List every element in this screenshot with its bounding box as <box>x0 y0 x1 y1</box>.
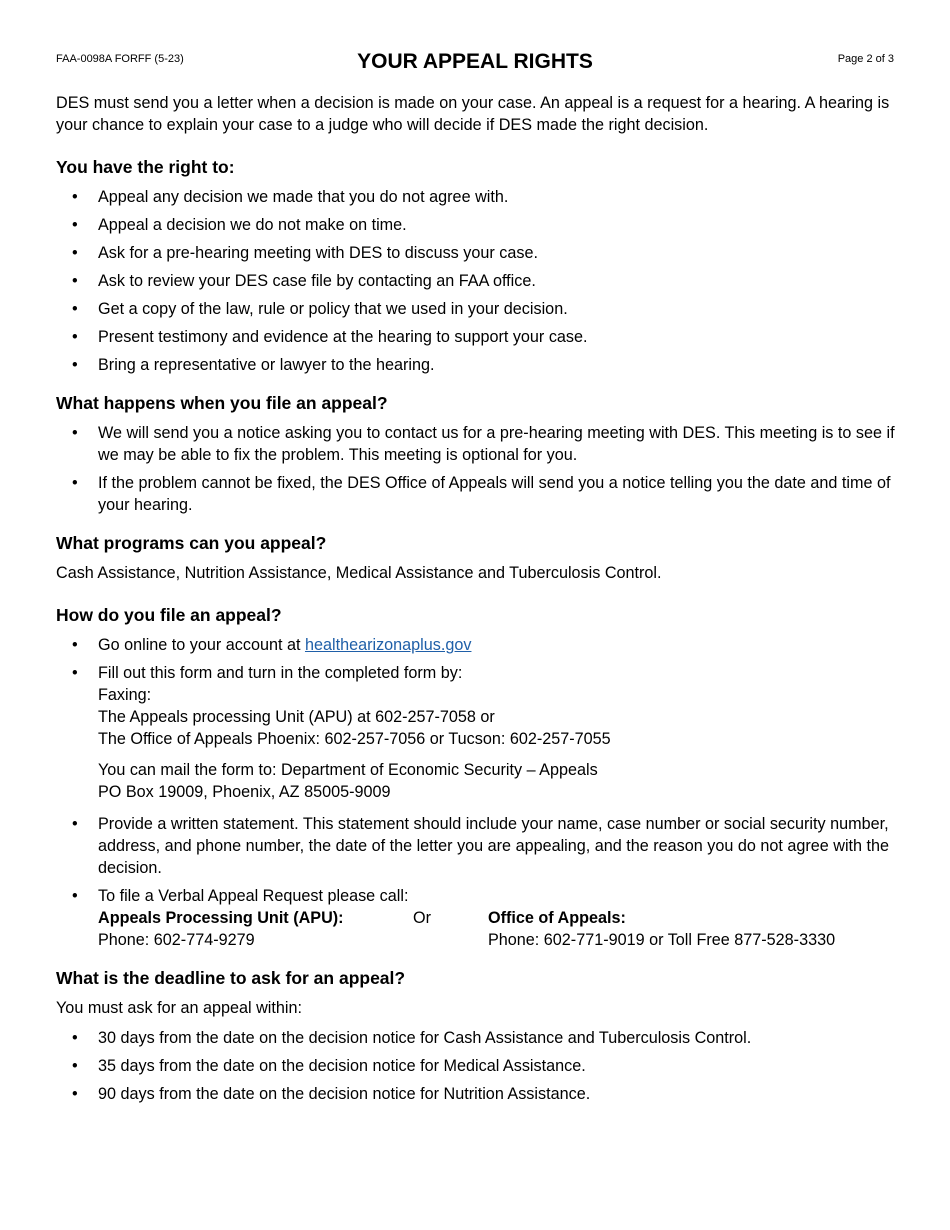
list-item: • 30 days from the date on the decision notice for Cash Assistance and Tuberculosis Control. <box>72 1029 752 1047</box>
office-of-appeals-label: Office of Appeals: <box>488 909 626 927</box>
bullet-icon: • <box>72 300 78 318</box>
list-item: • Present testimony and evidence at the hearing to support your case. <box>72 328 588 346</box>
list-item <box>56 662 898 803</box>
how-to-file-heading: How do you file an appeal? <box>56 605 282 625</box>
intro-paragraph: DES must send you a letter when a decision is made on your case. An appeal is a request for a hearing. A hearing is your chance to explain your case to a judge who will decide if DES made the right decision. <box>56 94 890 134</box>
bullet-icon: • <box>72 216 78 234</box>
bullet-icon: • <box>72 664 78 682</box>
rights-section <box>56 156 898 376</box>
verbal-appeal-intro: To file a Verbal Appeal Request please call: <box>98 887 409 905</box>
rights-list <box>56 186 898 376</box>
or-text: Or <box>413 909 431 927</box>
document-body <box>56 92 898 1121</box>
list-item: • If the problem cannot be fixed, the DES Office of Appeals will send you a notice telling you the date and time of your hearing. <box>72 474 891 514</box>
programs-heading: What programs can you appeal? <box>56 533 327 553</box>
bullet-icon: • <box>72 1085 78 1103</box>
deadline-intro: You must ask for an appeal within: <box>56 999 302 1017</box>
fax-office-line: The Office of Appeals Phoenix: 602-257-7056 or Tucson: 602-257-7055 <box>98 730 611 748</box>
list-item <box>56 813 898 879</box>
page-number: Page 2 of 3 <box>837 53 894 65</box>
page-title: YOUR APPEAL RIGHTS <box>357 50 593 73</box>
form-intro: Fill out this form and turn in the completed form by: <box>98 664 463 682</box>
faxing-label: Faxing: <box>98 686 152 704</box>
list-item: • Go online to your account at healthearizonaplus.gov <box>72 636 472 654</box>
bullet-icon: • <box>72 887 78 905</box>
deadline-section <box>56 967 898 1105</box>
bullet-icon: • <box>72 815 78 833</box>
healthearizonaplus-link[interactable]: healthearizonaplus.gov <box>304 636 472 654</box>
phone-contacts <box>98 907 898 951</box>
bullet-icon: • <box>72 328 78 346</box>
mail-address: You can mail the form to: Department of Economic Security – Appeals PO Box 19009, Phoenix, AZ 85005-9009 <box>98 761 598 801</box>
list-item: • Bring a representative or lawyer to the hearing. <box>72 356 435 374</box>
apu-label: Appeals Processing Unit (APU): <box>98 909 344 927</box>
list-item <box>56 885 898 951</box>
bullet-icon: • <box>72 424 78 442</box>
bullet-icon: • <box>72 356 78 374</box>
what-happens-list <box>56 422 898 516</box>
programs-text: Cash Assistance, Nutrition Assistance, Medical Assistance and Tuberculosis Control. <box>56 564 662 582</box>
what-happens-heading: What happens when you file an appeal? <box>56 393 388 413</box>
how-to-file-section <box>56 604 898 951</box>
list-item: • Appeal any decision we made that you do not agree with. <box>72 188 509 206</box>
bullet-icon: • <box>72 188 78 206</box>
list-item: • Appeal a decision we do not make on time. <box>72 216 407 234</box>
list-item: • 90 days from the date on the decision notice for Nutrition Assistance. <box>72 1085 591 1103</box>
list-item: • 35 days from the date on the decision notice for Medical Assistance. <box>72 1057 586 1075</box>
written-statement: Provide a written statement. This statement should include your name, case number or social security number, address, and phone number, the date of the letter you are appealing, and the reason you do not agree with the decision. <box>98 815 890 877</box>
fax-apu-line: The Appeals processing Unit (APU) at 602-257-7058 or <box>98 708 495 726</box>
deadline-heading: What is the deadline to ask for an appeal? <box>56 968 406 988</box>
how-to-file-list <box>56 634 898 951</box>
rights-heading: You have the right to: <box>56 157 235 177</box>
list-item: • Get a copy of the law, rule or policy that we used in your decision. <box>72 300 568 318</box>
bullet-icon: • <box>72 636 78 654</box>
bullet-icon: • <box>72 1057 78 1075</box>
list-item: • Ask to review your DES case file by contacting an FAA office. <box>72 272 536 290</box>
apu-phone: Phone: 602-774-9279 <box>98 931 255 949</box>
list-item: • Ask for a pre-hearing meeting with DES to discuss your case. <box>72 244 538 262</box>
programs-section <box>56 532 898 584</box>
deadline-list <box>56 1027 898 1105</box>
office-of-appeals-phone: Phone: 602-771-9019 or Toll Free 877-528-3330 <box>488 931 836 949</box>
bullet-icon: • <box>72 474 78 492</box>
list-item: • We will send you a notice asking you to contact us for a pre-hearing meeting with DES. This meeting is to see if we may be able to fix the problem. This meeting is optional for you. <box>72 424 895 464</box>
bullet-icon: • <box>72 272 78 290</box>
what-happens-section <box>56 392 898 516</box>
bullet-icon: • <box>72 244 78 262</box>
form-id: FAA-0098A FORFF (5-23) <box>56 53 184 65</box>
bullet-icon: • <box>72 1029 78 1047</box>
